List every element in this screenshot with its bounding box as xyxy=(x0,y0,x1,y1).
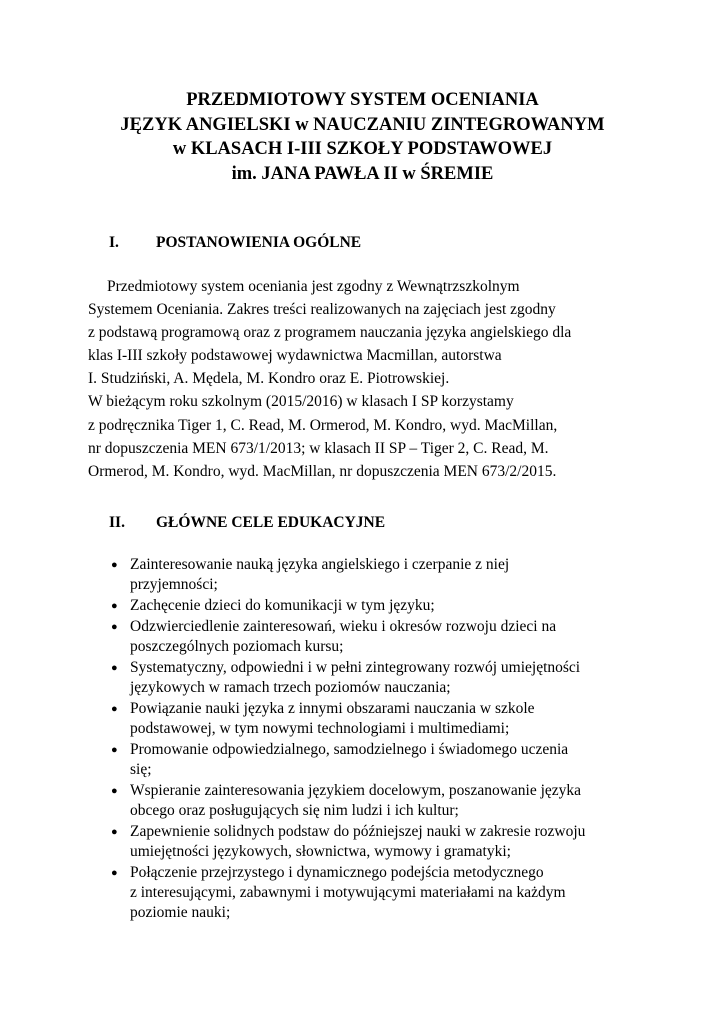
goal-text-line: Zachęcenie dzieci do komunikacji w tym języku; xyxy=(130,597,435,614)
goal-list-item xyxy=(0,617,725,657)
goal-text-line: z interesującymi, zabawnymi i motywującymi materiałami na każdym xyxy=(130,884,566,901)
section-2-number: II. xyxy=(109,514,125,531)
document-title xyxy=(0,88,725,186)
goal-list-item xyxy=(0,781,725,821)
bullet-icon: ● xyxy=(111,662,118,674)
bullet-icon: ● xyxy=(111,600,118,612)
bullet-icon: ● xyxy=(111,785,118,797)
bullet-icon: ● xyxy=(111,621,118,633)
goal-text-line: językowych w ramach trzech poziomów nauczania; xyxy=(130,679,451,696)
intro-paragraph xyxy=(88,275,708,483)
title-line-4: im. JANA PAWŁA II w ŚREMIE xyxy=(231,163,494,184)
goal-text-line: Powiązanie nauki języka z innymi obszarami nauczania w szkole xyxy=(130,700,535,717)
paragraph-line: nr dopuszczenia MEN 673/1/2013; w klasach II SP – Tiger 2, C. Read, M. xyxy=(88,439,549,457)
goal-text-line: Połączenie przejrzystego i dynamicznego podejścia metodycznego xyxy=(130,864,544,881)
bullet-icon: ● xyxy=(111,703,118,715)
goal-text-line: obcego oraz posługujących się nim ludzi i ich kultur; xyxy=(130,802,459,819)
goal-text-line: przyjemności; xyxy=(130,576,218,593)
goal-text-line: poziomie nauki; xyxy=(130,904,231,921)
paragraph-line: Ormerod, M. Kondro, wyd. MacMillan, nr dopuszczenia MEN 673/2/2015. xyxy=(88,462,557,480)
title-line-3: w KLASACH I-III SZKOŁY PODSTAWOWEJ xyxy=(172,139,553,159)
title-line-1: PRZEDMIOTOWY SYSTEM OCENIANIA xyxy=(186,90,539,110)
bullet-icon: ● xyxy=(111,826,118,838)
goal-text-line: umiejętności językowych, słownictwa, wymowy i gramatyki; xyxy=(130,843,511,860)
bullet-icon: ● xyxy=(111,867,118,879)
goal-list-item xyxy=(0,596,725,616)
section-2-heading xyxy=(109,514,385,532)
section-1-title: POSTANOWIENIA OGÓLNE xyxy=(156,234,362,251)
goal-list-item xyxy=(0,699,725,739)
goal-text-line: się; xyxy=(130,761,152,778)
paragraph-line: Przedmiotowy system oceniania jest zgodny z Wewnątrzszkolnym xyxy=(107,278,520,295)
goal-text-line: poszczególnych poziomach kursu; xyxy=(130,638,344,655)
paragraph-line: z podstawą programową oraz z programem nauczania języka angielskiego dla xyxy=(88,324,572,342)
goal-text-line: Zapewnienie solidnych podstaw do późniejszej nauki w zakresie rozwoju xyxy=(130,823,586,840)
section-1-number: I. xyxy=(109,234,119,251)
bullet-icon: ● xyxy=(111,744,118,756)
goal-text-line: Wspieranie zainteresowania językiem docelowym, poszanowanie języka xyxy=(130,782,582,799)
paragraph-line: W bieżącym roku szkolnym (2015/2016) w klasach I SP korzystamy xyxy=(88,393,514,411)
goal-list-item xyxy=(0,822,725,862)
section-2-title: GŁÓWNE CELE EDUKACYJNE xyxy=(156,514,386,531)
goal-text-line: Zainteresowanie nauką języka angielskiego i czerpanie z niej xyxy=(130,556,510,573)
goal-list-item xyxy=(0,863,725,923)
goal-text-line: podstawowej, w tym nowymi technologiami i multimediami; xyxy=(130,720,510,737)
paragraph-line: Systemem Oceniania. Zakres treści realizowanych na zajęciach jest zgodny xyxy=(88,301,556,319)
goal-text-line: Odzwierciedlenie zainteresowań, wieku i okresów rozwoju dzieci na xyxy=(130,618,557,635)
goal-list-item xyxy=(0,658,725,698)
goal-text-line: Systematyczny, odpowiedni i w pełni zintegrowany rozwój umiejętności xyxy=(130,659,581,676)
section-1-heading xyxy=(109,234,361,252)
goals-list xyxy=(0,555,725,924)
goal-list-item xyxy=(0,555,725,595)
goal-list-item xyxy=(0,740,725,780)
paragraph-line: I. Studziński, A. Mędela, M. Kondro oraz E. Piotrowskiej. xyxy=(88,370,450,388)
title-line-2: JĘZYK ANGIELSKI w NAUCZANIU ZINTEGROWANYM xyxy=(120,114,605,135)
bullet-icon: ● xyxy=(111,559,118,571)
paragraph-line: z podręcznika Tiger 1, C. Read, M. Ormerod, M. Kondro, wyd. MacMillan, xyxy=(88,416,558,434)
goal-text-line: Promowanie odpowiedzialnego, samodzielnego i świadomego uczenia xyxy=(130,741,569,758)
paragraph-line: klas I-III szkoły podstawowej wydawnictwa Macmillan, autorstwa xyxy=(88,347,502,365)
